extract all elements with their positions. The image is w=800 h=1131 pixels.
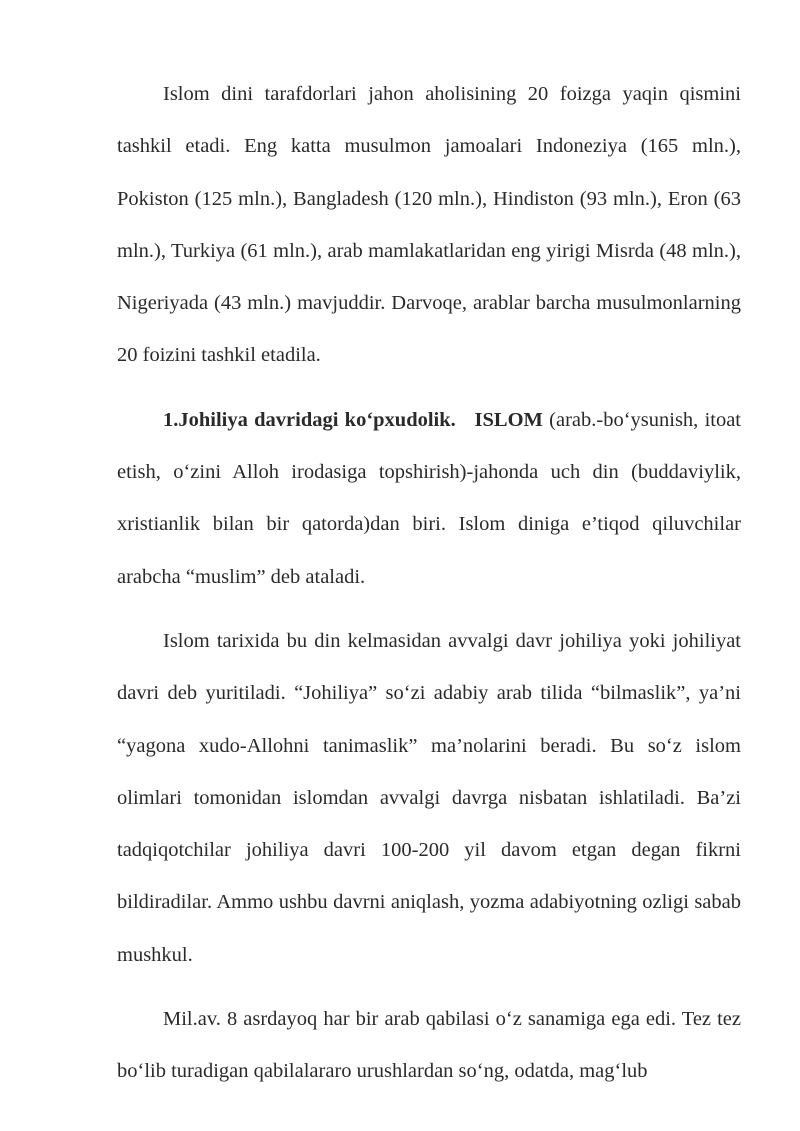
paragraph-text: Mil.av. 8 asrdayoq har bir arab qabilasi o‘z sanamiga ega edi. Tez tez bo‘lib turadigan qabilalararo urushlardan so‘ng, odatda, mag‘lub (117, 1008, 741, 1083)
paragraph-muslim-population (117, 68, 741, 382)
paragraph-islom-definition (117, 394, 741, 603)
document-page (117, 68, 741, 1110)
section-heading: 1.Johiliya davridagi ko‘pxudolik. (163, 408, 456, 431)
paragraph-text: Islom tarixida bu din kelmasidan avvalgi davr johiliya yoki johiliyat davri deb yuritiladi. “Johiliya” so‘zi adabiy arab tilida “bilmaslik”, ya’ni “yagona xudo-Allohni tanimaslik” ma’nolarini beradi. Bu so‘z islom olimlari tomonidan islomdan avvalgi davrga nisbatan ishlatiladi. Ba’zi tadqiqotchilar johiliya davri 100-200 yil davom etgan degan fikrni bildiradilar. Ammo ushbu davrni aniqlash, yozma adabiyotning ozligi sabab mushkul. (117, 629, 741, 966)
paragraph-text: Islom dini tarafdorlari jahon aholisining 20 foizga yaqin qismini tashkil etadi. Eng katta musulmon jamoalari Indoneziya (165 mln.), Pokiston (125 mln.), Bangladesh (120 mln.), Hindiston (93 mln.), Eron (63 mln.), Turkiya (61 mln.), arab mamlakatlaridan eng yirigi Misrda (48 mln.), Nigeriyada (43 mln.) mavjuddir. Darvoqe, arablar barcha musulmonlarning 20 foizini tashkil etadila. (117, 83, 741, 367)
paragraph-johiliya (117, 615, 741, 981)
term-islom: ISLOM (474, 408, 543, 431)
paragraph-tribes (117, 993, 741, 1098)
paragraph-text: (arab.-bo‘ysunish, itoat etish, o‘zini Alloh irodasiga topshirish)-jahonda uch din (buddaviylik, xristianlik bilan bir qatorda)dan biri. Islom diniga e’tiqod qiluvchilar arabcha “muslim” deb ataladi. (117, 408, 742, 588)
